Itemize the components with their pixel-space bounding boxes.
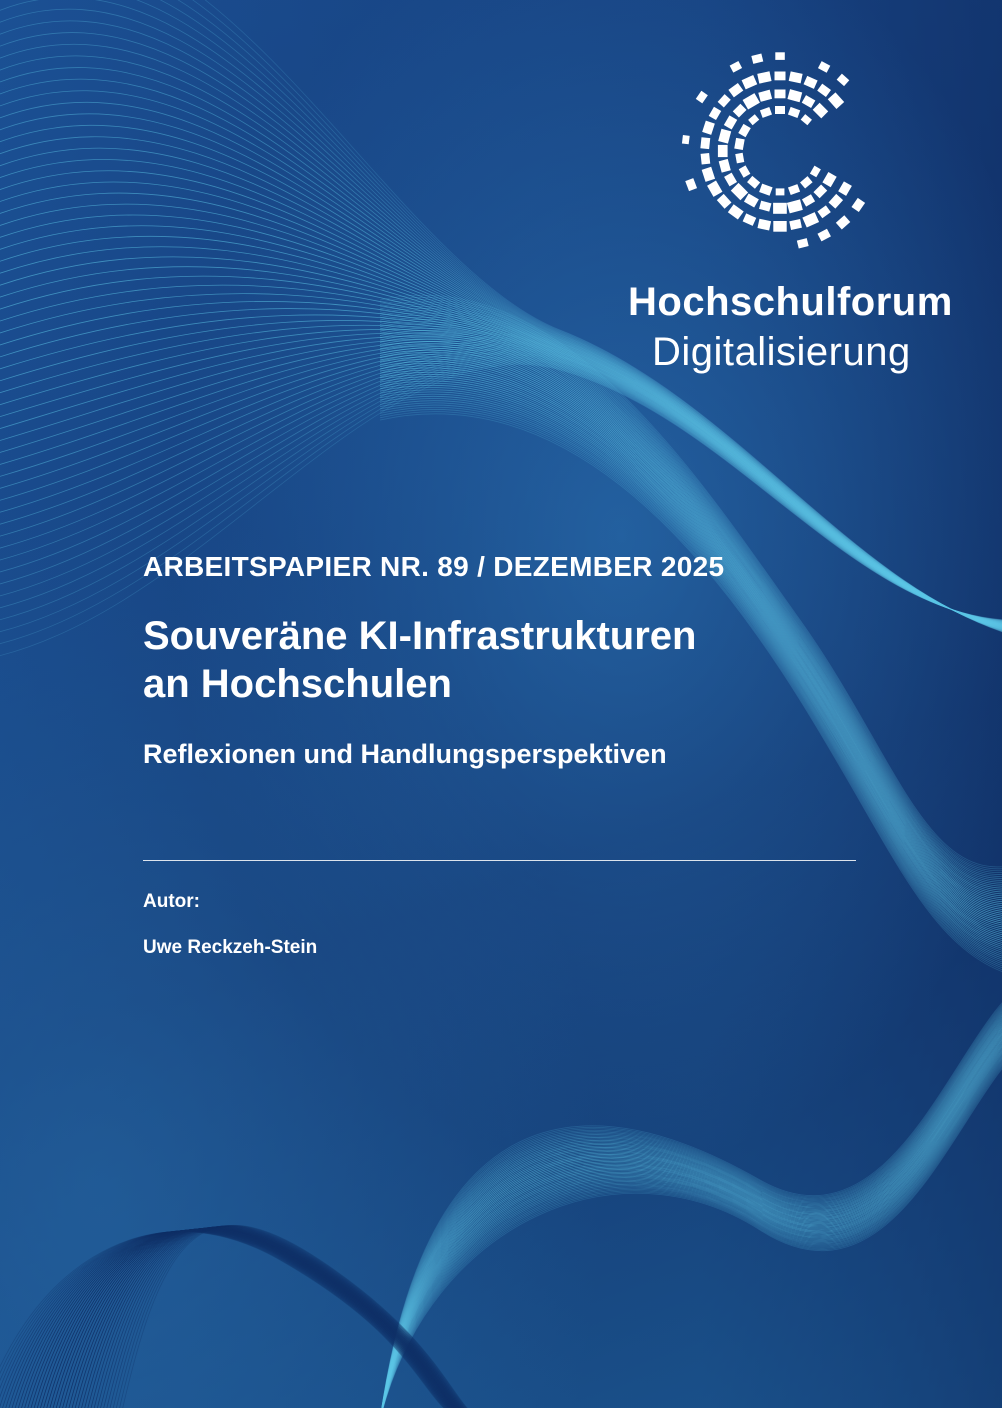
- series-label: ARBEITSPAPIER NR. 89 / DEZEMBER 2025: [143, 551, 725, 582]
- page-subtitle: Reflexionen und Handlungsperspektiven: [143, 739, 667, 769]
- brand-name-line-1: Hochschulforum: [628, 280, 953, 324]
- page-title-line-2: an Hochschulen: [143, 662, 452, 706]
- brand-name-line-2: Digitalisierung: [652, 330, 911, 374]
- page-title-line-1: Souveräne KI-Infrastrukturen: [143, 614, 697, 658]
- divider: [143, 860, 856, 861]
- author-name: Uwe Reckzeh-Stein: [143, 937, 318, 958]
- author-label: Autor:: [143, 891, 200, 912]
- hochschulforum-logo-icon: [660, 36, 900, 266]
